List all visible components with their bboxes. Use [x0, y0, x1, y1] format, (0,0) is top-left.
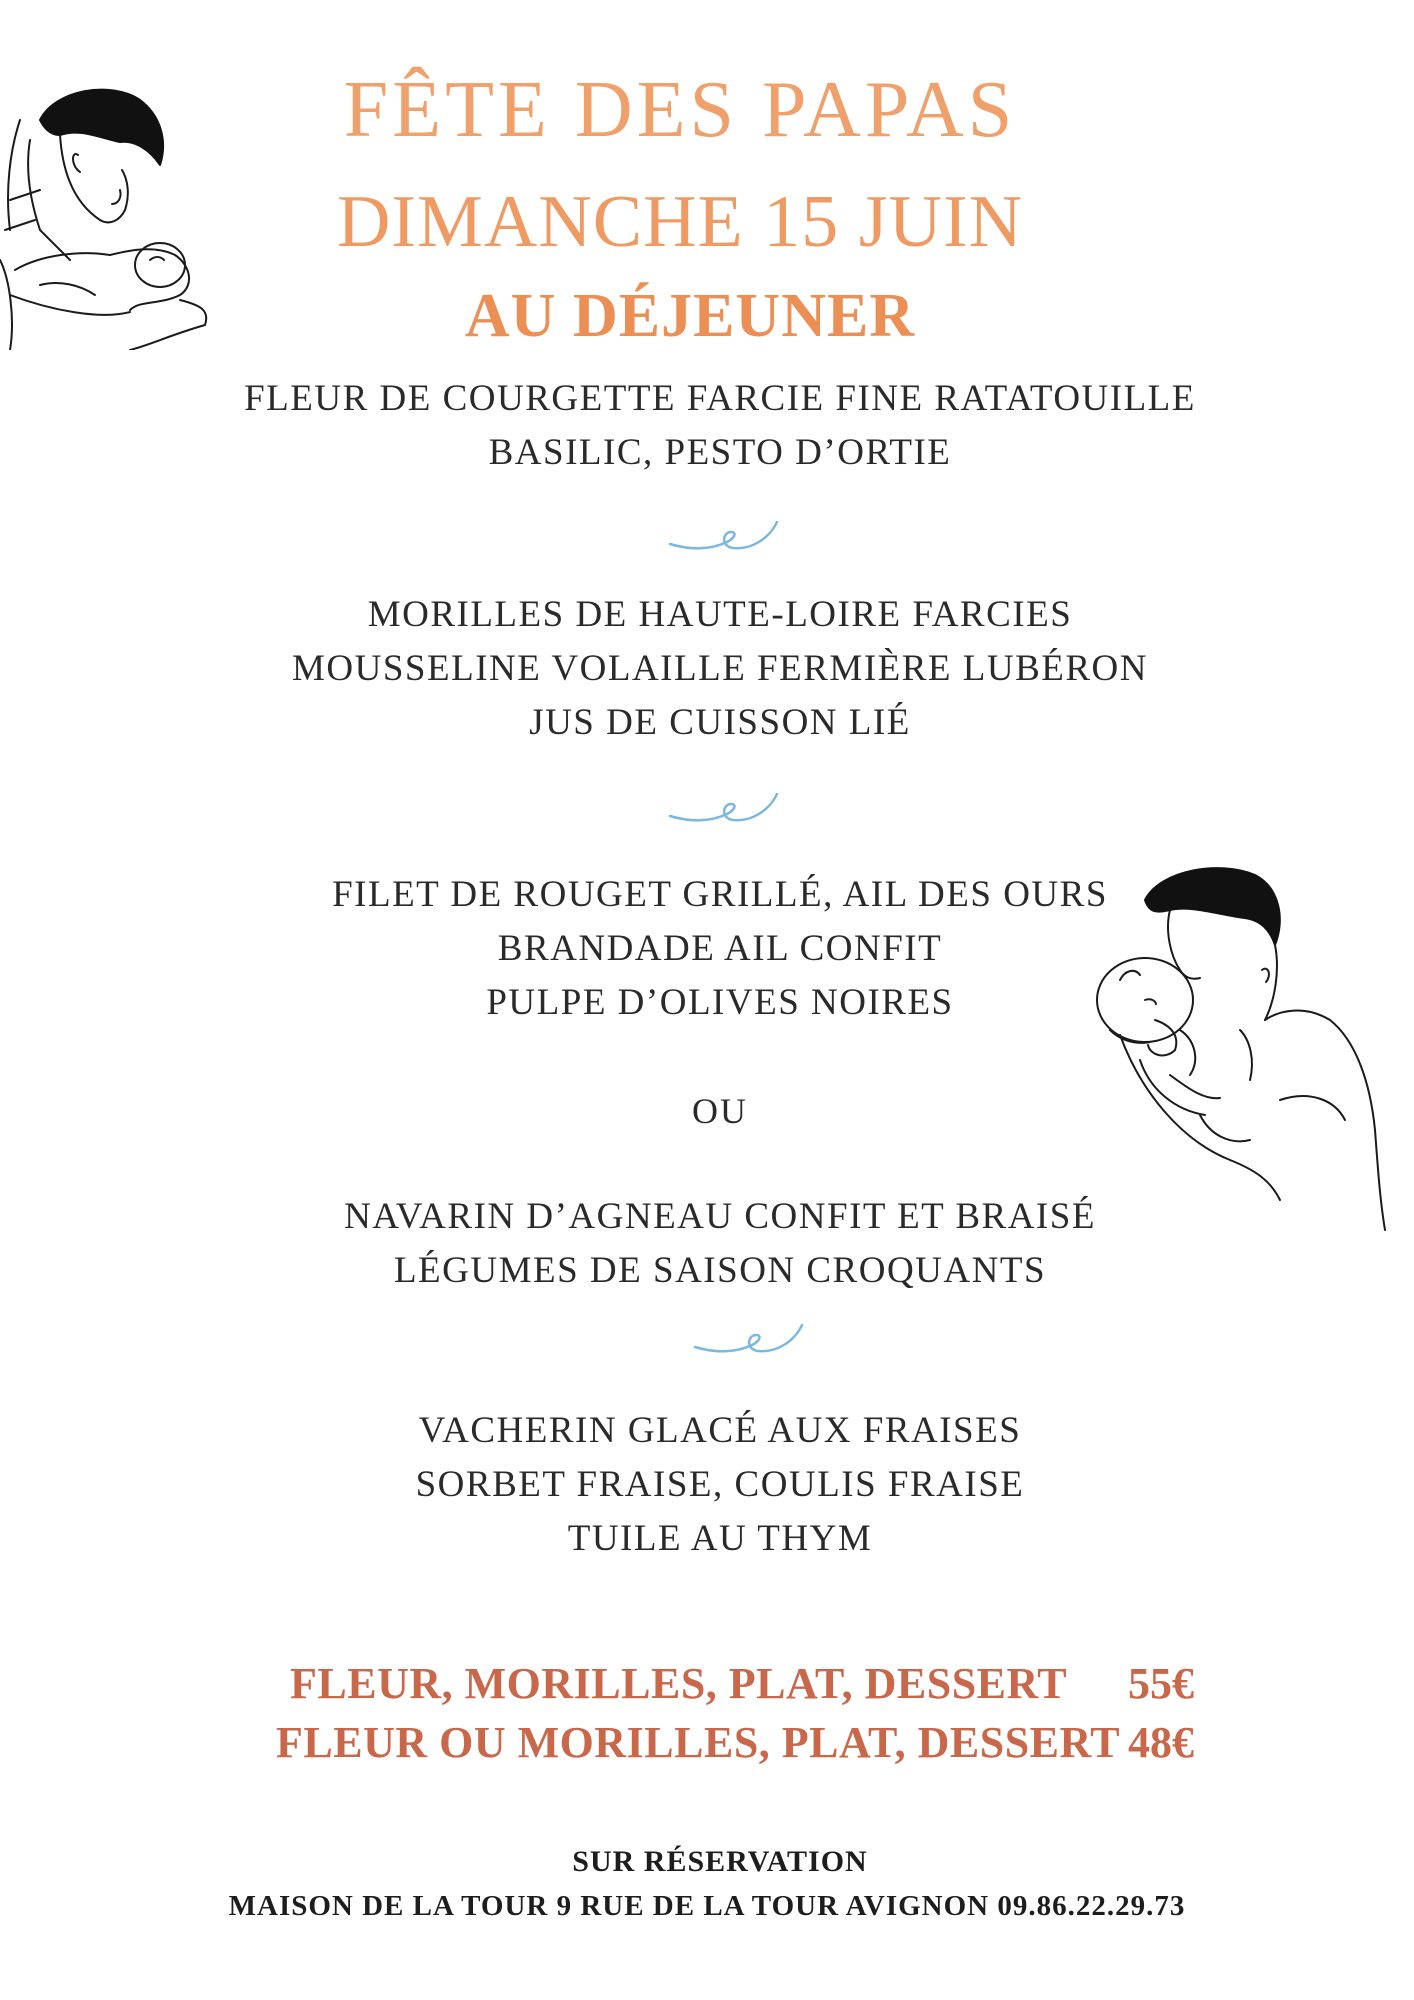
course-line: JUS DE CUISSON LIÉ — [529, 702, 911, 743]
course-line: VACHERIN GLACÉ AUX FRAISES — [418, 1410, 1022, 1451]
course-line: NAVARIN D’AGNEAU CONFIT ET BRAISÉ — [344, 1196, 1096, 1237]
swirl-divider-icon — [690, 1315, 810, 1365]
address-phone: MAISON DE LA TOUR 9 RUE DE LA TOUR AVIGNON 09.86.22.29.73 — [228, 1890, 1186, 1922]
swirl-divider-icon — [665, 784, 785, 834]
course-line: MOUSSELINE VOLAILLE FERMIÈRE LUBÉRON — [292, 648, 1148, 689]
course-dessert — [0, 1404, 1414, 1566]
course-line: BRANDADE AIL CONFIT — [497, 928, 943, 969]
course-line: FILET DE ROUGET GRILLÉ, AIL DES OURS — [332, 874, 1108, 915]
price-row-value: 55€ — [1128, 1659, 1194, 1708]
reservation-note: SUR RÉSERVATION — [572, 1845, 868, 1878]
price-row-label: FLEUR OU MORILLES, PLAT, DESSERT — [276, 1718, 1121, 1767]
father-kissing-baby-illustration — [1080, 860, 1410, 1240]
page-title: FÊTE DES PAPAS — [343, 66, 1017, 154]
course-entree-1 — [0, 372, 1414, 480]
course-line: SORBET FRAISE, COULIS FRAISE — [415, 1464, 1025, 1505]
course-line: TUILE AU THYM — [567, 1518, 873, 1559]
or-separator: OU — [692, 1091, 748, 1131]
meal-time: AU DÉJEUNER — [464, 282, 916, 350]
course-line: MORILLES DE HAUTE-LOIRE FARCIES — [367, 594, 1073, 635]
course-line: FLEUR DE COURGETTE FARCIE FINE RATATOUILLE — [244, 378, 1196, 419]
course-line: LÉGUMES DE SAISON CROQUANTS — [393, 1250, 1047, 1291]
course-line: PULPE D’OLIVES NOIRES — [486, 982, 954, 1023]
price-row-value: 48€ — [1128, 1718, 1194, 1767]
father-holding-baby-illustration — [0, 80, 220, 350]
course-line: BASILIC, PESTO D’ORTIE — [488, 432, 952, 473]
price-row-label: FLEUR, MORILLES, PLAT, DESSERT — [290, 1659, 1068, 1708]
swirl-divider-icon — [665, 512, 785, 562]
event-date: DIMANCHE 15 JUIN — [336, 181, 1024, 263]
course-entree-2 — [0, 588, 1414, 750]
